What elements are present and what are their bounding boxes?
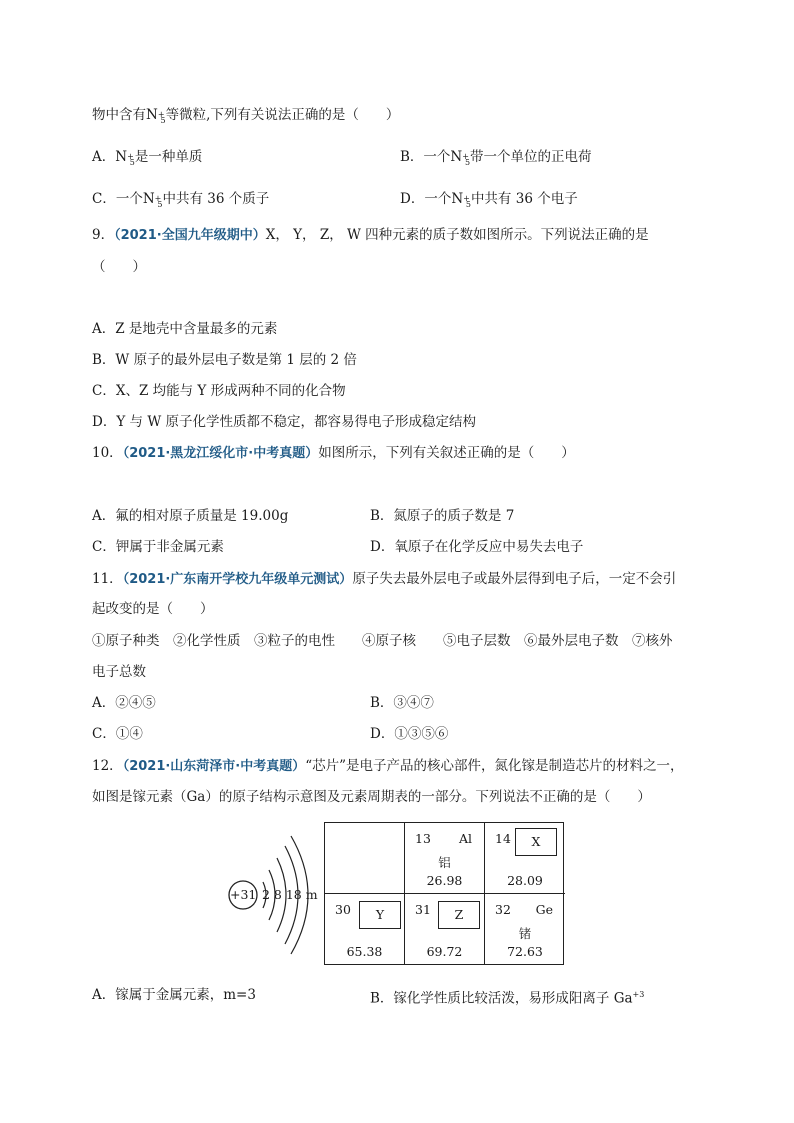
y-number: 30: [335, 902, 351, 917]
q12-option-b: B．镓化学性质比较活泼，易形成阳离子 $Ga^{+3}$: [370, 990, 645, 1007]
q10-option-c: C．钾属于非金属元素: [92, 539, 224, 555]
q11-items-cont: 电子总数: [92, 664, 146, 680]
ge-number: 32: [495, 902, 511, 917]
q12-stem: 12．（2021·山东菏泽市·中考真题）“芯片”是电子产品的核心部件，氮化镓是制造芯片的材料之一，: [92, 758, 684, 774]
q8-option-a: A．$N^+_5$是一种单质: [92, 149, 203, 167]
x-symbol-box: X: [515, 828, 557, 856]
q9-option-c: C．X、Z 均能与 Y 形成两种不同的化合物: [92, 383, 346, 399]
q9-stem: 9．（2021·全国九年级期中）X， Y， Z， W 四种元素的质子数如图所示。下列说法正确的是: [92, 227, 649, 243]
gallium-atom-diagram: [225, 830, 335, 960]
q10-option-a: A．氟的相对原子质量是 19.00g: [92, 508, 289, 524]
nucleus-charge: +31: [230, 887, 257, 902]
q10-option-b: B．氮原子的质子数是 7: [370, 508, 515, 524]
table-cell-ge: [485, 894, 565, 965]
q8-option-b: B．一个$N^+_5$带一个单位的正电荷: [400, 149, 592, 167]
y-mass: 65.38: [346, 944, 383, 959]
q9-source: （2021·全国九年级期中）: [114, 228, 266, 243]
q10-option-d: D．氧原子在化学反应中易失去电子: [370, 539, 584, 555]
y-symbol-box: Y: [359, 901, 401, 929]
q9-paren: （ ）: [92, 259, 146, 275]
x-mass: 28.09: [507, 873, 543, 888]
al-symbol: Al: [458, 831, 472, 846]
q12-stem-cont: 如图是镓元素（Ga）的原子结构示意图及元素周期表的一部分。下列说法不正确的是（ ）: [92, 789, 651, 805]
z-symbol-box: Z: [438, 901, 480, 929]
z-number: 31: [415, 902, 431, 917]
q11-option-a: A．②④⑤: [92, 695, 156, 711]
q11-option-b: B．③④⑦: [370, 695, 434, 711]
z-mass: 69.72: [426, 944, 463, 959]
q8-stem: 物中含有$N^+_5$等微粒,下列有关说法正确的是（ ）: [92, 107, 400, 125]
q11-stem: 11．（2021·广东南开学校九年级单元测试）原子失去最外层电子或最外层得到电子后，一定不会引: [92, 571, 677, 587]
q12-option-a: A．镓属于金属元素，m=3: [92, 987, 256, 1003]
q8-option-d: D．一个$N^+_5$中共有 36 个电子: [400, 191, 578, 209]
q9-option-d: D．Y 与 W 原子化学性质都不稳定，都容易得电子形成稳定结构: [92, 414, 476, 430]
q9-option-a: A．Z 是地壳中含量最多的元素: [92, 321, 278, 337]
q10-stem: 10．（2021·黑龙江绥化市·中考真题）如图所示，下列有关叙述正确的是（ ）: [92, 445, 575, 461]
electron-shells: 2 8 18 m: [262, 887, 318, 902]
al-name: 铝: [438, 855, 451, 870]
q11-source: （2021·广东南开学校九年级单元测试）: [122, 572, 353, 587]
periodic-table-fragment: [324, 822, 564, 965]
q11-option-c: C．①④: [92, 726, 143, 742]
q11-items: ①原子种类 ②化学性质 ③粒子的电性 ④原子核 ⑤电子层数 ⑥最外层电子数 ⑦核外: [92, 633, 673, 649]
al-mass: 26.98: [426, 873, 463, 888]
x-number: 14: [495, 831, 511, 846]
al-number: 13: [415, 831, 431, 846]
ge-name: 锗: [518, 926, 532, 941]
q11-stem-cont: 起改变的是（ ）: [92, 601, 214, 617]
table-cell-y: [325, 894, 405, 965]
q8-option-c: C．一个$N^+_5$中共有 36 个质子: [92, 191, 270, 209]
q12-source: （2021·山东菏泽市·中考真题）: [122, 759, 306, 774]
q11-option-d: D．①③⑤⑥: [370, 726, 449, 742]
table-cell-al: [405, 823, 485, 894]
table-cell-empty: [325, 823, 405, 894]
q9-option-b: B．W 原子的最外层电子数是第 1 层的 2 倍: [92, 352, 357, 368]
ge-symbol: Ge: [535, 902, 553, 917]
ge-mass: 72.63: [507, 944, 543, 959]
q10-source: （2021·黑龙江绥化市·中考真题）: [122, 446, 319, 461]
table-cell-z: [405, 894, 485, 965]
table-cell-x: [485, 823, 565, 894]
